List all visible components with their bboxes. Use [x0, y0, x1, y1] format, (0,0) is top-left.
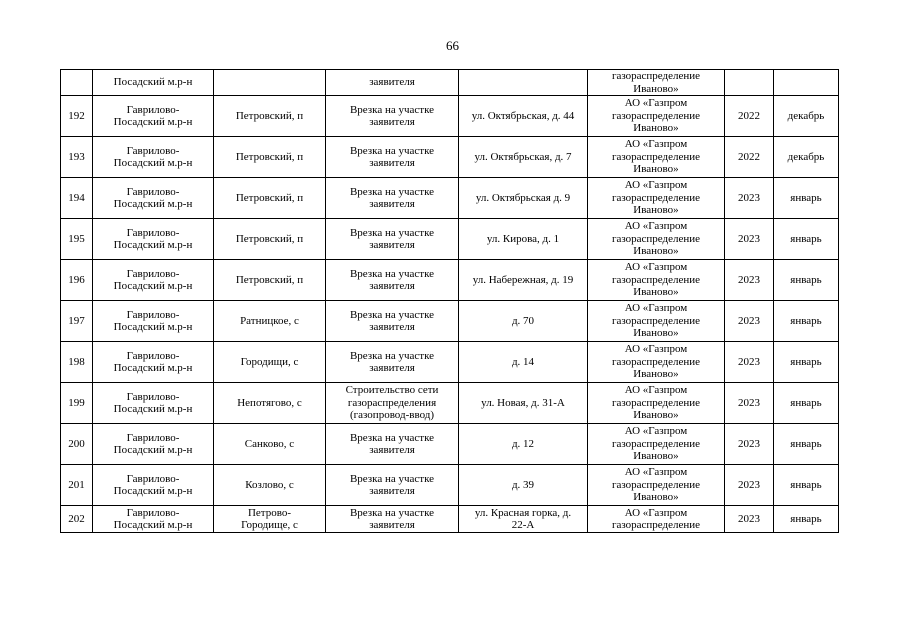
- cell-settlement: Петровский, п: [214, 260, 326, 301]
- cell-work-type: Врезка на участке заявителя: [326, 342, 459, 383]
- cell-month: январь: [774, 342, 839, 383]
- cell-year: 2023: [725, 178, 774, 219]
- cell-executor: АО «Газпром газораспределение Иваново»: [588, 465, 725, 506]
- cell-executor: АО «Газпром газораспределение Иваново»: [588, 260, 725, 301]
- cell-month: январь: [774, 383, 839, 424]
- cell-year: 2023: [725, 383, 774, 424]
- cell-month: декабрь: [774, 137, 839, 178]
- cell-executor: АО «Газпром газораспределение Иваново»: [588, 137, 725, 178]
- cell-settlement: Санково, с: [214, 424, 326, 465]
- cell-number: 198: [61, 342, 93, 383]
- cell-work-type: Врезка на участке заявителя: [326, 96, 459, 137]
- cell-number: 199: [61, 383, 93, 424]
- cell-settlement: Козлово, с: [214, 465, 326, 506]
- cell-district: Гаврилово- Посадский м.р-н: [93, 137, 214, 178]
- cell-address: ул. Новая, д. 31-А: [459, 383, 588, 424]
- cell-month: декабрь: [774, 96, 839, 137]
- cell-year: 2023: [725, 465, 774, 506]
- cell-district: Гаврилово- Посадский м.р-н: [93, 342, 214, 383]
- cell-address: ул. Октябрьская, д. 44: [459, 96, 588, 137]
- cell-executor: АО «Газпром газораспределение Иваново»: [588, 219, 725, 260]
- cell-year: [725, 70, 774, 96]
- cell-work-type: Врезка на участке заявителя: [326, 424, 459, 465]
- cell-executor: АО «Газпром газораспределение Иваново»: [588, 342, 725, 383]
- cell-year: 2023: [725, 506, 774, 533]
- table-row: [61, 96, 839, 137]
- table-row: [61, 301, 839, 342]
- table-row: [61, 260, 839, 301]
- cell-work-type: заявителя: [326, 70, 459, 96]
- cell-executor: АО «Газпром газораспределение Иваново»: [588, 96, 725, 137]
- cell-number: 202: [61, 506, 93, 533]
- cell-district: Гаврилово- Посадский м.р-н: [93, 260, 214, 301]
- cell-executor: АО «Газпром газораспределение Иваново»: [588, 301, 725, 342]
- cell-number: 196: [61, 260, 93, 301]
- cell-number: 193: [61, 137, 93, 178]
- cell-address: д. 70: [459, 301, 588, 342]
- cell-month: январь: [774, 301, 839, 342]
- cell-year: 2022: [725, 137, 774, 178]
- cell-year: 2023: [725, 260, 774, 301]
- cell-district: Посадский м.р-н: [93, 70, 214, 96]
- cell-month: январь: [774, 178, 839, 219]
- cell-work-type: Врезка на участке заявителя: [326, 137, 459, 178]
- cell-year: 2023: [725, 301, 774, 342]
- cell-settlement: [214, 70, 326, 96]
- table-row: [61, 342, 839, 383]
- cell-address: ул. Набережная, д. 19: [459, 260, 588, 301]
- page-number: 66: [446, 38, 459, 53]
- cell-month: январь: [774, 506, 839, 533]
- cell-district: Гаврилово- Посадский м.р-н: [93, 424, 214, 465]
- cell-number: 201: [61, 465, 93, 506]
- cell-work-type: Врезка на участке заявителя: [326, 301, 459, 342]
- cell-district: Гаврилово- Посадский м.р-н: [93, 178, 214, 219]
- gasification-schedule-table: [60, 69, 839, 533]
- cell-district: Гаврилово- Посадский м.р-н: [93, 96, 214, 137]
- cell-district: Гаврилово- Посадский м.р-н: [93, 301, 214, 342]
- cell-settlement: Петровский, п: [214, 137, 326, 178]
- cell-address: ул. Красная горка, д. 22-А: [459, 506, 588, 533]
- cell-number: 194: [61, 178, 93, 219]
- table-row-continued: [61, 70, 839, 96]
- cell-settlement: Петровский, п: [214, 219, 326, 260]
- cell-month: [774, 70, 839, 96]
- cell-settlement: Городищи, с: [214, 342, 326, 383]
- cell-work-type: Врезка на участке заявителя: [326, 219, 459, 260]
- cell-month: январь: [774, 260, 839, 301]
- cell-executor: АО «Газпром газораспределение: [588, 506, 725, 533]
- cell-month: январь: [774, 465, 839, 506]
- table-row: [61, 178, 839, 219]
- cell-year: 2023: [725, 424, 774, 465]
- cell-number: 195: [61, 219, 93, 260]
- cell-executor: АО «Газпром газораспределение Иваново»: [588, 424, 725, 465]
- cell-address: д. 39: [459, 465, 588, 506]
- cell-district: Гаврилово- Посадский м.р-н: [93, 465, 214, 506]
- cell-executor: газораспределение Иваново»: [588, 70, 725, 96]
- cell-address: ул. Октябрьская д. 9: [459, 178, 588, 219]
- cell-number: 197: [61, 301, 93, 342]
- cell-executor: АО «Газпром газораспределение Иваново»: [588, 383, 725, 424]
- cell-work-type: Врезка на участке заявителя: [326, 260, 459, 301]
- cell-settlement: Ратницкое, с: [214, 301, 326, 342]
- cell-work-type: Строительство сети газораспределения (газопровод-ввод): [326, 383, 459, 424]
- cell-year: 2023: [725, 342, 774, 383]
- cell-month: январь: [774, 424, 839, 465]
- table-row: [61, 424, 839, 465]
- cell-settlement: Петрово- Городище, с: [214, 506, 326, 533]
- cell-address: ул. Октябрьская, д. 7: [459, 137, 588, 178]
- cell-district: Гаврилово- Посадский м.р-н: [93, 383, 214, 424]
- cell-work-type: Врезка на участке заявителя: [326, 178, 459, 219]
- cell-settlement: Непотягово, с: [214, 383, 326, 424]
- cell-year: 2022: [725, 96, 774, 137]
- cell-number: 192: [61, 96, 93, 137]
- cell-address: д. 14: [459, 342, 588, 383]
- table-row: [61, 465, 839, 506]
- cell-address: ул. Кирова, д. 1: [459, 219, 588, 260]
- cell-address: д. 12: [459, 424, 588, 465]
- cell-month: январь: [774, 219, 839, 260]
- table-row: [61, 137, 839, 178]
- cell-number: 200: [61, 424, 93, 465]
- cell-settlement: Петровский, п: [214, 96, 326, 137]
- table-row: [61, 383, 839, 424]
- cell-work-type: Врезка на участке заявителя: [326, 465, 459, 506]
- cell-number: [61, 70, 93, 96]
- cell-work-type: Врезка на участке заявителя: [326, 506, 459, 533]
- cell-district: Гаврилово- Посадский м.р-н: [93, 506, 214, 533]
- cell-executor: АО «Газпром газораспределение Иваново»: [588, 178, 725, 219]
- cell-district: Гаврилово- Посадский м.р-н: [93, 219, 214, 260]
- cell-settlement: Петровский, п: [214, 178, 326, 219]
- table-row: [61, 219, 839, 260]
- table-body: [61, 70, 839, 533]
- table-row: [61, 506, 839, 533]
- cell-address: [459, 70, 588, 96]
- cell-year: 2023: [725, 219, 774, 260]
